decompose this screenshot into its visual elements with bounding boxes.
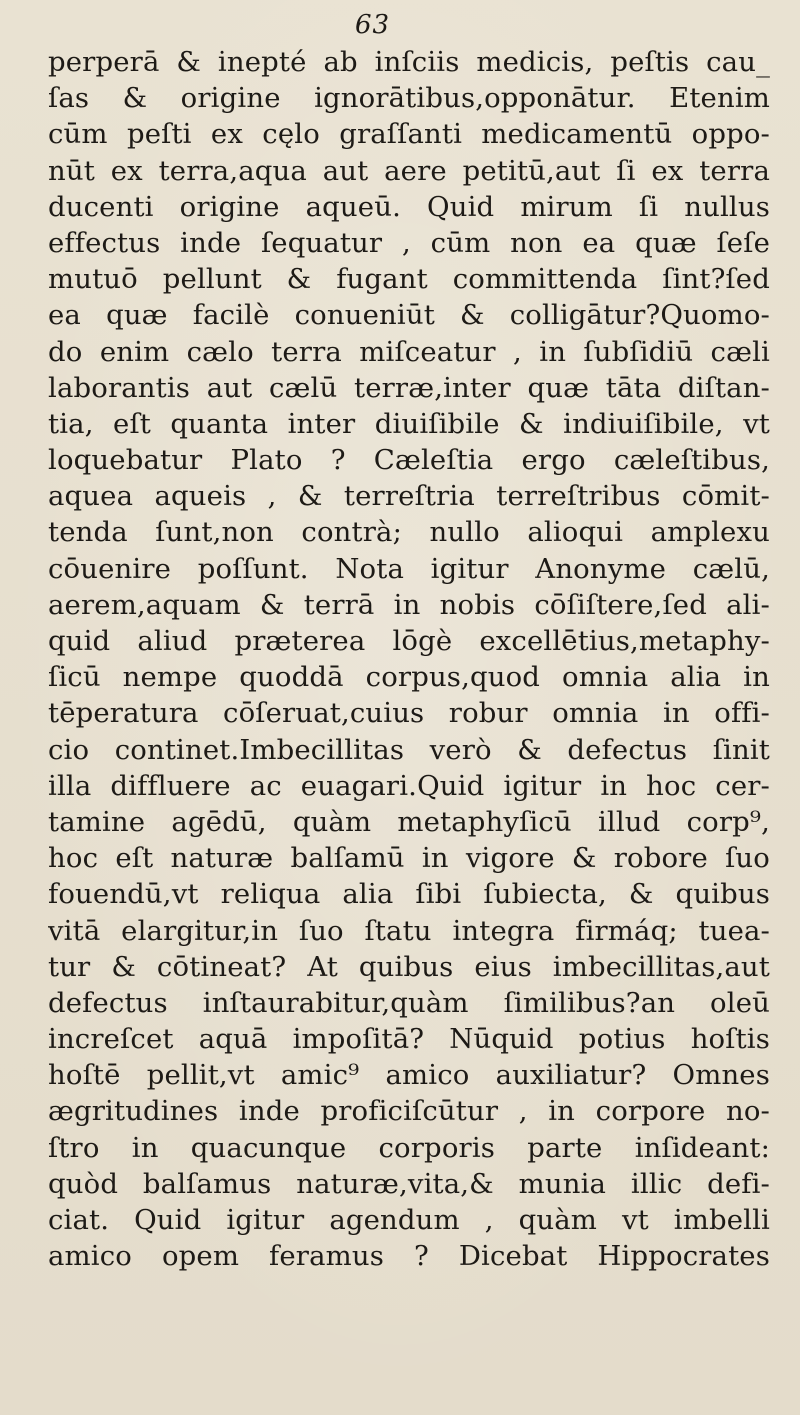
text-line: quid aliud præterea lōgè excellētius,metaphy- [48, 625, 770, 657]
text-line: tēperatura cōſeruat,cuius robur omnia in offi- [48, 697, 770, 730]
text-line: loquebatur Plato ? Cæleſtia ergo cæleſtibus, [48, 444, 770, 477]
text-line: vitā elargitur,in ſuo ſtatu integra firmáq; tuea- [48, 914, 770, 947]
text-line: ſtro in quacunque corporis parte inſideant: [48, 1131, 770, 1164]
text-line: laborantis aut cælū terræ,inter quæ tāta diſtan- [48, 371, 770, 404]
text-line: ſas & origine ignorātibus,opponātur. Etenim [48, 82, 770, 115]
body-text [48, 44, 770, 1274]
text-line: quòd balſamus naturæ,vita,& munia illic defi- [48, 1167, 770, 1200]
text-line: mutuō pellunt & fugant committenda ſint?ſed [48, 263, 770, 296]
text-line: effectus inde ſequatur , cūm non ea quæ ſeſe [48, 226, 770, 259]
text-line: perperā & inepté ab inſciis medicis, peſtis cau_ [48, 46, 770, 78]
text-line: tur & cōtineat? At quibus eius imbecillitas,aut [48, 950, 770, 983]
text-line: ægritudines inde proficiſcūtur , in corpore no- [48, 1095, 770, 1128]
text-line: aerem,aquam & terrā in nobis cōſiſtere,ſed ali- [48, 588, 770, 621]
text-line: cūm peſti ex cęlo graſſanti medicamentū oppo- [48, 118, 770, 151]
text-line: do enim cælo terra miſceatur , in ſubſidiū cæli [48, 335, 770, 368]
text-line: tamine agēdū, quàm metaphyſicū illud corp⁹, [48, 805, 770, 838]
text-line: ducenti origine aqueū. Quid mirum ſi nullus [48, 190, 770, 223]
text-line: amico opem feramus ? Dicebat Hippocrates [48, 1240, 770, 1273]
text-line: tia, eſt quanta inter diuiſibile & indiuiſibile, vt [48, 407, 770, 440]
text-line: ciat. Quid igitur agendum , quàm vt imbelli [48, 1204, 770, 1236]
text-line: hoc eſt naturæ balſamū in vigore & robore ſuo [48, 842, 770, 875]
page-number: 63 [355, 10, 391, 40]
text-line: ſicū nempe quoddā corpus,quod omnia alia in [48, 661, 770, 694]
text-line: illa diffluere ac euagari.Quid igitur in hoc cer- [48, 769, 770, 802]
text-line: hoſtē pellit,vt amic⁹ amico auxiliatur? Omnes [48, 1059, 770, 1092]
text-line: cōuenire poſſunt. Nota igitur Anonyme cælū, [48, 552, 770, 585]
text-line: aquea aqueis , & terreſtria terreſtribus cōmit- [48, 480, 770, 513]
text-line: fouendū,vt reliqua alia ſibi ſubiecta, & quibus [48, 878, 770, 911]
text-line: increſcet aquā impoſitā? Nūquid potius hoſtis [48, 1023, 770, 1056]
text-line: nūt ex terra,aqua aut aere petitū,aut ſi ex terra [48, 154, 770, 187]
text-line: tenda ſunt,non contrà; nullo alioqui amplexu [48, 516, 770, 549]
text-line: defectus inſtaurabitur,quàm ſimilibus?an oleū [48, 986, 770, 1019]
text-line: cio continet.Imbecillitas verò & defectus ſinit [48, 733, 770, 766]
text-line: ea quæ facilè conueniūt & colligātur?Quomo- [48, 299, 770, 332]
